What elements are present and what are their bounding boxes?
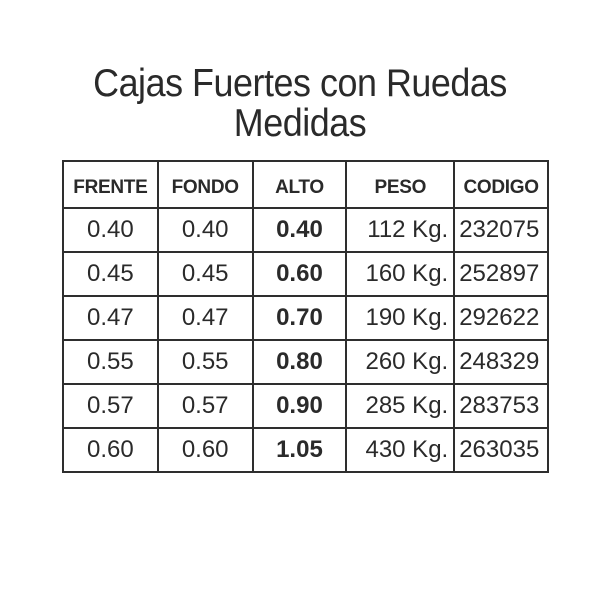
cell-peso: 430 Kg. <box>346 428 454 472</box>
cell-peso: 112 Kg. <box>346 208 454 252</box>
cell-codigo: 283753 <box>454 384 548 428</box>
table-header-row <box>63 161 548 208</box>
table-row <box>63 252 548 296</box>
cell-frente: 0.57 <box>63 384 158 428</box>
cell-frente: 0.47 <box>63 296 158 340</box>
page-subtitle: Medidas <box>233 102 367 145</box>
cell-alto: 1.05 <box>253 428 347 472</box>
cell-alto: 0.80 <box>253 340 347 384</box>
cell-fondo: 0.45 <box>158 252 253 296</box>
cell-codigo: 252897 <box>454 252 548 296</box>
column-header-peso: PESO <box>346 161 454 208</box>
column-header-codigo: CODIGO <box>454 161 548 208</box>
table-row <box>63 384 548 428</box>
cell-fondo: 0.40 <box>158 208 253 252</box>
cell-peso: 190 Kg. <box>346 296 454 340</box>
cell-alto: 0.70 <box>253 296 347 340</box>
cell-peso: 285 Kg. <box>346 384 454 428</box>
cell-fondo: 0.47 <box>158 296 253 340</box>
cell-frente: 0.60 <box>63 428 158 472</box>
page-title: Cajas Fuertes con Ruedas <box>93 62 507 105</box>
cell-alto: 0.90 <box>253 384 347 428</box>
cell-peso: 260 Kg. <box>346 340 454 384</box>
table-row <box>63 296 548 340</box>
cell-frente: 0.45 <box>63 252 158 296</box>
cell-codigo: 292622 <box>454 296 548 340</box>
cell-codigo: 263035 <box>454 428 548 472</box>
cell-codigo: 232075 <box>454 208 548 252</box>
column-header-alto: ALTO <box>253 161 347 208</box>
cell-frente: 0.40 <box>63 208 158 252</box>
title-block <box>0 64 600 144</box>
column-header-fondo: FONDO <box>158 161 253 208</box>
cell-fondo: 0.57 <box>158 384 253 428</box>
column-header-frente: FRENTE <box>63 161 158 208</box>
table-row <box>63 428 548 472</box>
specs-table <box>62 160 549 473</box>
cell-fondo: 0.60 <box>158 428 253 472</box>
cell-alto: 0.60 <box>253 252 347 296</box>
cell-alto: 0.40 <box>253 208 347 252</box>
cell-frente: 0.55 <box>63 340 158 384</box>
cell-fondo: 0.55 <box>158 340 253 384</box>
table-row <box>63 340 548 384</box>
table-row <box>63 208 548 252</box>
cell-peso: 160 Kg. <box>346 252 454 296</box>
cell-codigo: 248329 <box>454 340 548 384</box>
